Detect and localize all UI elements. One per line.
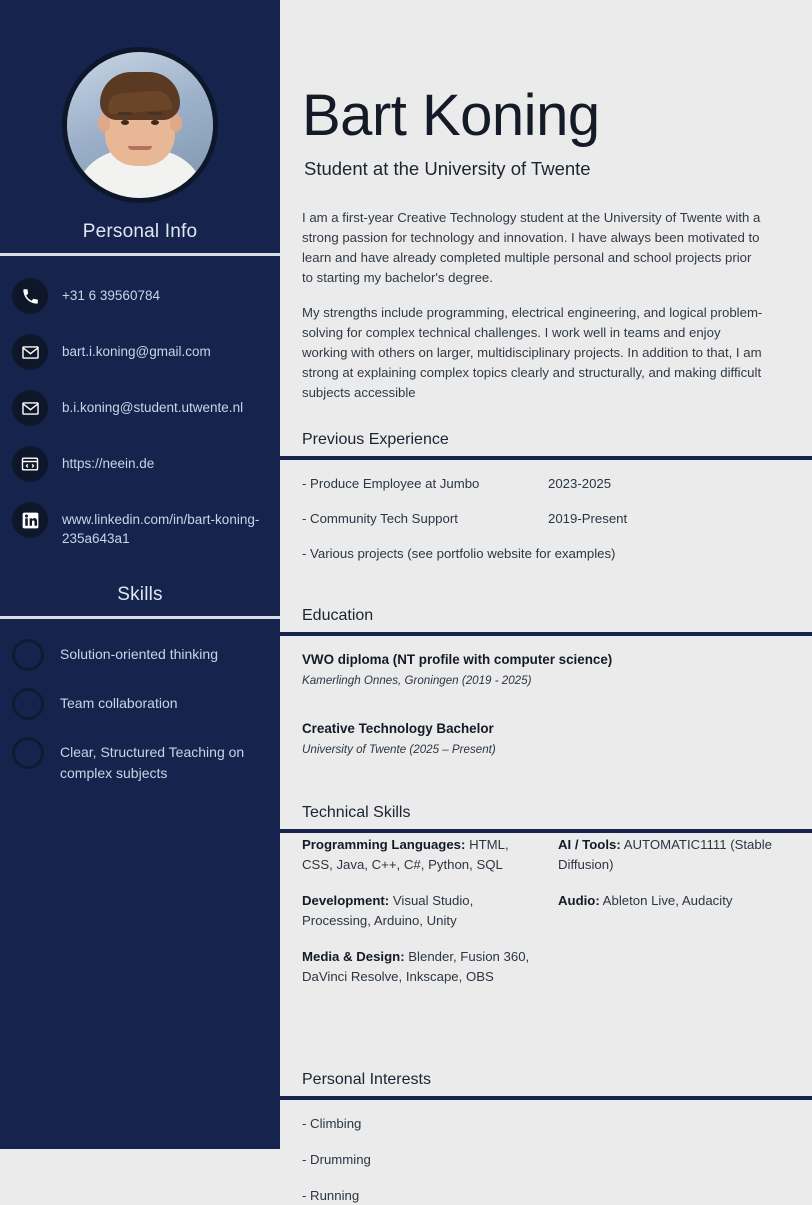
tech-label: Audio:: [558, 893, 600, 909]
linkedin-icon: [12, 502, 48, 538]
education-institution: University of Twente (2025 – Present): [302, 743, 496, 757]
list-item: [0, 639, 280, 671]
page-subtitle: Student at the University of Twente: [304, 158, 591, 180]
contact-item-linkedin[interactable]: [0, 502, 280, 548]
phone-icon: [12, 278, 48, 314]
skills-list: [0, 619, 280, 784]
education-institution: Kamerlingh Onnes, Groningen (2019 - 2025): [302, 674, 532, 688]
contact-item-email-personal[interactable]: [0, 334, 280, 372]
list-item: - Climbing: [302, 1116, 362, 1132]
contact-value: www.linkedin.com/in/bart-koning-235a643a1: [62, 512, 260, 546]
table-row: [302, 509, 788, 528]
experience-period: 2019-Present: [548, 511, 628, 527]
tech-label: Programming Languages:: [302, 837, 466, 853]
experience-role: - Produce Employee at Jumbo: [302, 476, 480, 492]
personal-info-heading: Personal Info: [82, 221, 198, 242]
list-item: [302, 947, 534, 987]
list-item: - Drumming: [302, 1152, 371, 1168]
sidebar: [0, 0, 280, 1149]
circle-bullet-icon: [12, 639, 44, 671]
intro-paragraph-2: My strengths include programming, electrical engineering, and logical problem-solving for complex technical challenges. I work well in teams and enjoy working with others on larger, multidisciplinary projects. In addition to that, I am strong at explaining complex topics clearly and structurally, and making difficult subjects accessible: [302, 305, 763, 401]
list-item: [302, 835, 534, 875]
list-item: [302, 891, 534, 931]
list-item: [302, 650, 788, 689]
section-title: Previous Experience: [302, 431, 449, 449]
contact-value: https://neein.de: [62, 456, 155, 471]
experience-role: - Various projects (see portfolio website for examples): [302, 546, 616, 562]
list-item: - Running: [302, 1188, 360, 1204]
tech-label: AI / Tools:: [558, 837, 621, 853]
list-item: [0, 688, 280, 720]
section-previous-experience: [302, 403, 788, 563]
education-list: [302, 636, 788, 758]
main-content: [280, 0, 812, 1204]
contact-item-website[interactable]: [0, 446, 280, 484]
table-row: [302, 544, 788, 563]
section-personal-interests: [302, 1043, 788, 1205]
tech-value: HTML, CSS, Java, C++, C#, Python, SQL: [302, 837, 509, 873]
contact-list: [0, 256, 280, 548]
technical-skills-left-column: [302, 835, 558, 1003]
contact-item-email-university[interactable]: [0, 390, 280, 428]
tech-value: AUTOMATIC1111 (Stable Diffusion): [558, 837, 772, 873]
list-item: [558, 835, 788, 875]
contact-item-phone[interactable]: [0, 278, 280, 316]
profile-photo: [67, 52, 213, 198]
profile-photo-container: [0, 0, 280, 203]
table-row: [302, 474, 788, 493]
skill-label: Solution-oriented thinking: [60, 646, 218, 662]
page-title: Bart Koning: [302, 83, 600, 148]
experience-role: - Community Tech Support: [302, 511, 458, 527]
tech-label: Media & Design:: [302, 949, 405, 965]
tech-label: Development:: [302, 893, 390, 909]
contact-value: b.i.koning@student.utwente.nl: [62, 400, 244, 415]
skill-label: Team collaboration: [60, 695, 178, 711]
education-degree: VWO diploma (NT profile with computer science): [302, 652, 613, 668]
skill-label: Clear, Structured Teaching on complex subjects: [60, 744, 245, 781]
technical-skills-columns: [302, 833, 788, 1003]
interests-list: [302, 1100, 788, 1205]
circle-bullet-icon: [12, 688, 44, 720]
section-education: [302, 579, 788, 758]
section-title: Education: [302, 607, 374, 625]
envelope-icon: [12, 334, 48, 370]
experience-period: 2023-2025: [548, 476, 612, 492]
list-item: [558, 891, 788, 911]
envelope-icon: [12, 390, 48, 426]
avatar: [62, 47, 218, 203]
website-code-icon: [12, 446, 48, 482]
tech-value: Visual Studio, Processing, Arduino, Unity: [302, 893, 474, 929]
intro-paragraph-1: I am a first-year Creative Technology student at the University of Twente with a strong passion for technology and innovation. I have always been motivated to learn and have already completed multiple personal and school projects prior to starting my bachelor's degree.: [302, 210, 761, 286]
list-item: [302, 719, 788, 758]
section-title: Technical Skills: [302, 804, 411, 822]
education-degree: Creative Technology Bachelor: [302, 721, 494, 737]
list-item: [0, 737, 280, 784]
technical-skills-right-column: [558, 835, 788, 1003]
section-technical-skills: [302, 776, 788, 1003]
skills-heading: Skills: [117, 584, 163, 605]
circle-bullet-icon: [12, 737, 44, 769]
contact-value: bart.i.koning@gmail.com: [62, 344, 211, 359]
tech-value: Ableton Live, Audacity: [599, 893, 733, 909]
contact-value: +31 6 39560784: [62, 288, 160, 303]
experience-list: [302, 460, 788, 563]
section-title: Personal Interests: [302, 1071, 431, 1089]
tech-value: Blender, Fusion 360, DaVinci Resolve, Inkscape, OBS: [302, 949, 530, 985]
